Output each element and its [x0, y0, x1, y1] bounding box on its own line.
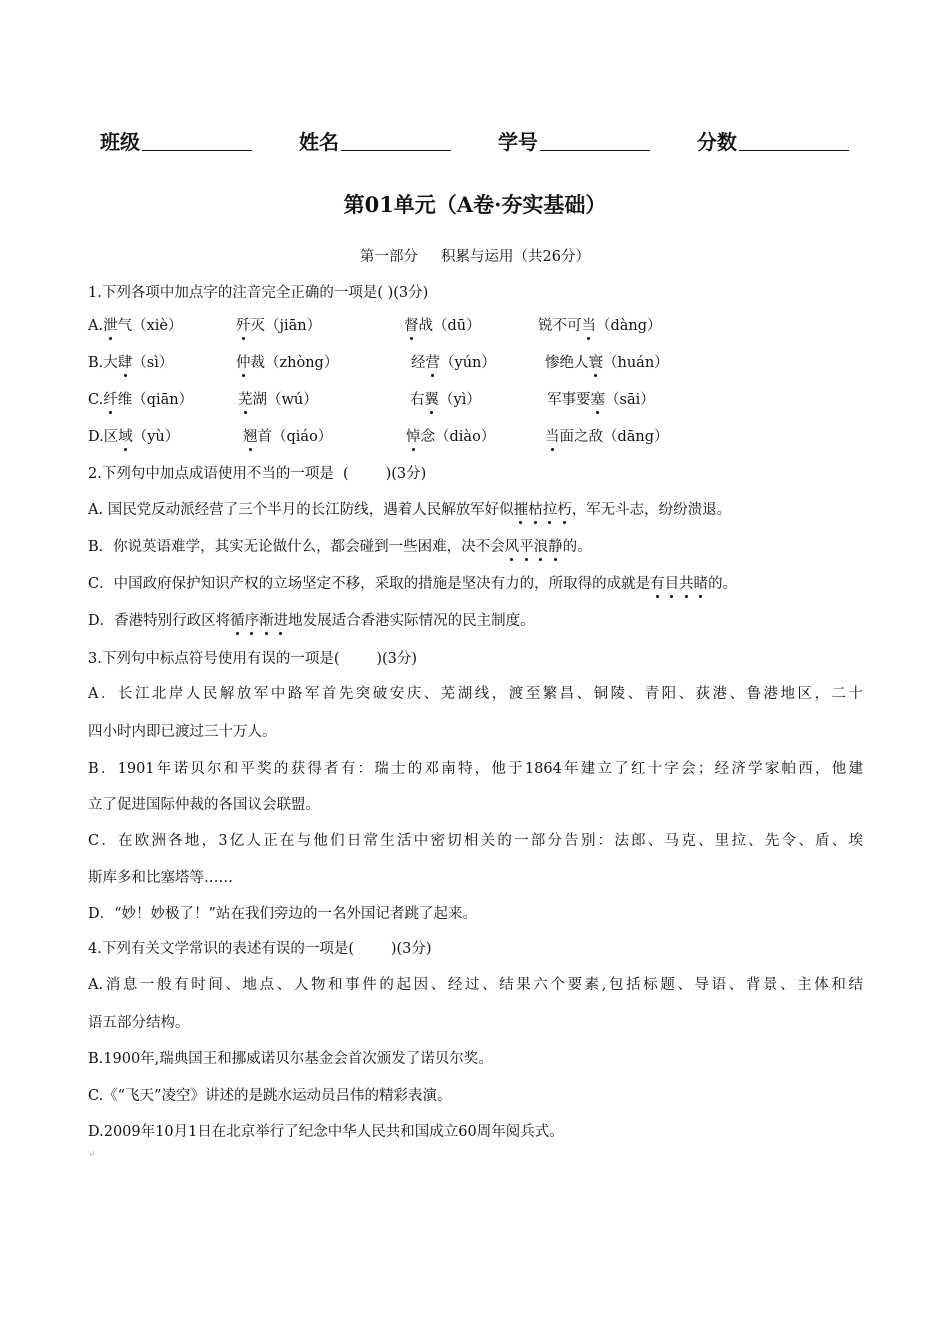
class-blank[interactable] [142, 132, 252, 151]
name-blank[interactable] [341, 132, 451, 151]
student-id-blank[interactable] [540, 132, 650, 151]
page-title: 第01单元（A卷·夯实基础） [343, 192, 607, 217]
q4-option-c: C.《“飞天”凌空》讲述的是跳水运动员吕伟的精彩表演。 [88, 1088, 452, 1104]
q4-stem: 4.下列有关文学常识的表述有误的一项是( )(3分) [88, 941, 432, 957]
q2-stem: 2.下列句中加点成语使用不当的一项是 ( )(3分) [88, 466, 427, 482]
emphasis-char: 目 [664, 576, 680, 592]
emphasis-char: 进 [273, 613, 289, 629]
q3-option-b-line1: B．1901年诺贝尔和平奖的获得者有：瑞士的邓南特，他于1864年建立了红十字会；经济学家帕西，他建 [88, 761, 863, 777]
q3-option-a-line1: A．长江北岸人民解放军中路军首先突破安庆、芜湖线，渡至繁昌、铜陵、青阳、荻港、鲁港地区，二十 [88, 686, 863, 702]
emphasis-char: 序 [244, 613, 260, 629]
q2-option-c: C．中国政府保护知识产权的立场坚定不移，采取的措施是坚决有力的，所取得的成就是有目共睹的。 [88, 576, 738, 592]
emphasis-char: 摧 [513, 502, 529, 518]
q4-option-a-line2: 语五部分结构。 [88, 1015, 190, 1031]
q2-option-a: A. 国民党反动派经营了三个半月的长江防线，遇着人民解放军好似摧枯拉朽，军无斗志，纷纷溃退。 [88, 502, 732, 518]
emphasis-char: 枯 [528, 502, 543, 518]
q3-option-d: D．“妙！妙极了！”站在我们旁边的一名外国记者跳了起来。 [88, 906, 477, 922]
section-heading: 第一部分 积累与运用（共26分） [360, 249, 590, 265]
emphasis-char: 风 [504, 539, 520, 555]
q2-option-d: D．香港特别行政区将循序渐进地发展适合香港实际情况的民主制度。 [88, 613, 535, 629]
emphasis-char: 平 [519, 539, 534, 555]
q3-option-a-line2: 四小时内即已渡过三十万人。 [88, 724, 277, 740]
emphasis-char: 渐 [259, 613, 274, 629]
q1-stem: 1.下列各项中加点字的注音完全正确的一项是( )(3分) [88, 285, 429, 301]
q3-stem: 3.下列句中标点符号使用有误的一项是( )(3分) [88, 651, 418, 667]
q2-option-b: B．你说英语难学，其实无论做什么，都会碰到一些困难，决不会风平浪静的。 [88, 539, 592, 555]
emphasis-char: 静 [548, 539, 563, 555]
header-fields [100, 126, 860, 155]
emphasis-char: 朽 [557, 502, 572, 518]
q4-option-d: D.2009年10月1日在北京举行了纪念中华人民共和国成立60周年阅兵式。 [88, 1124, 564, 1140]
emphasis-char: 睹 [693, 576, 709, 592]
q4-option-b: B.1900年,瑞典国王和挪威诺贝尔基金会首次颁发了诺贝尔奖。 [88, 1051, 493, 1067]
q4-option-a-line1: A.消息一般有时间、地点、人物和事件的起因、经过、结果六个要素,包括标题、导语、背景、主体和结 [88, 977, 863, 993]
emphasis-char: 共 [679, 576, 694, 592]
q3-option-b-line2: 立了促进国际仲裁的各国议会联盟。 [88, 797, 320, 813]
emphasis-char: 浪 [533, 539, 549, 555]
score-field: 分数 [697, 126, 849, 155]
student-id-field: 学号 [498, 126, 650, 155]
q3-option-c-line2: 斯库多和比塞塔等…… [88, 870, 233, 886]
emphasis-char: 有 [650, 576, 665, 592]
q3-option-c-line1: C．在欧洲各地，3亿人正在与他们日常生活中密切相关的一部分告别：法郎、马克、里拉、先令、盾、埃 [88, 833, 863, 849]
emphasis-char: 循 [230, 613, 245, 629]
name-field: 姓名 [299, 126, 451, 155]
class-field: 班级 [100, 126, 252, 155]
paragraph-mark: ↵ [88, 1150, 96, 1160]
score-blank[interactable] [739, 132, 849, 151]
emphasis-char: 拉 [542, 502, 558, 518]
